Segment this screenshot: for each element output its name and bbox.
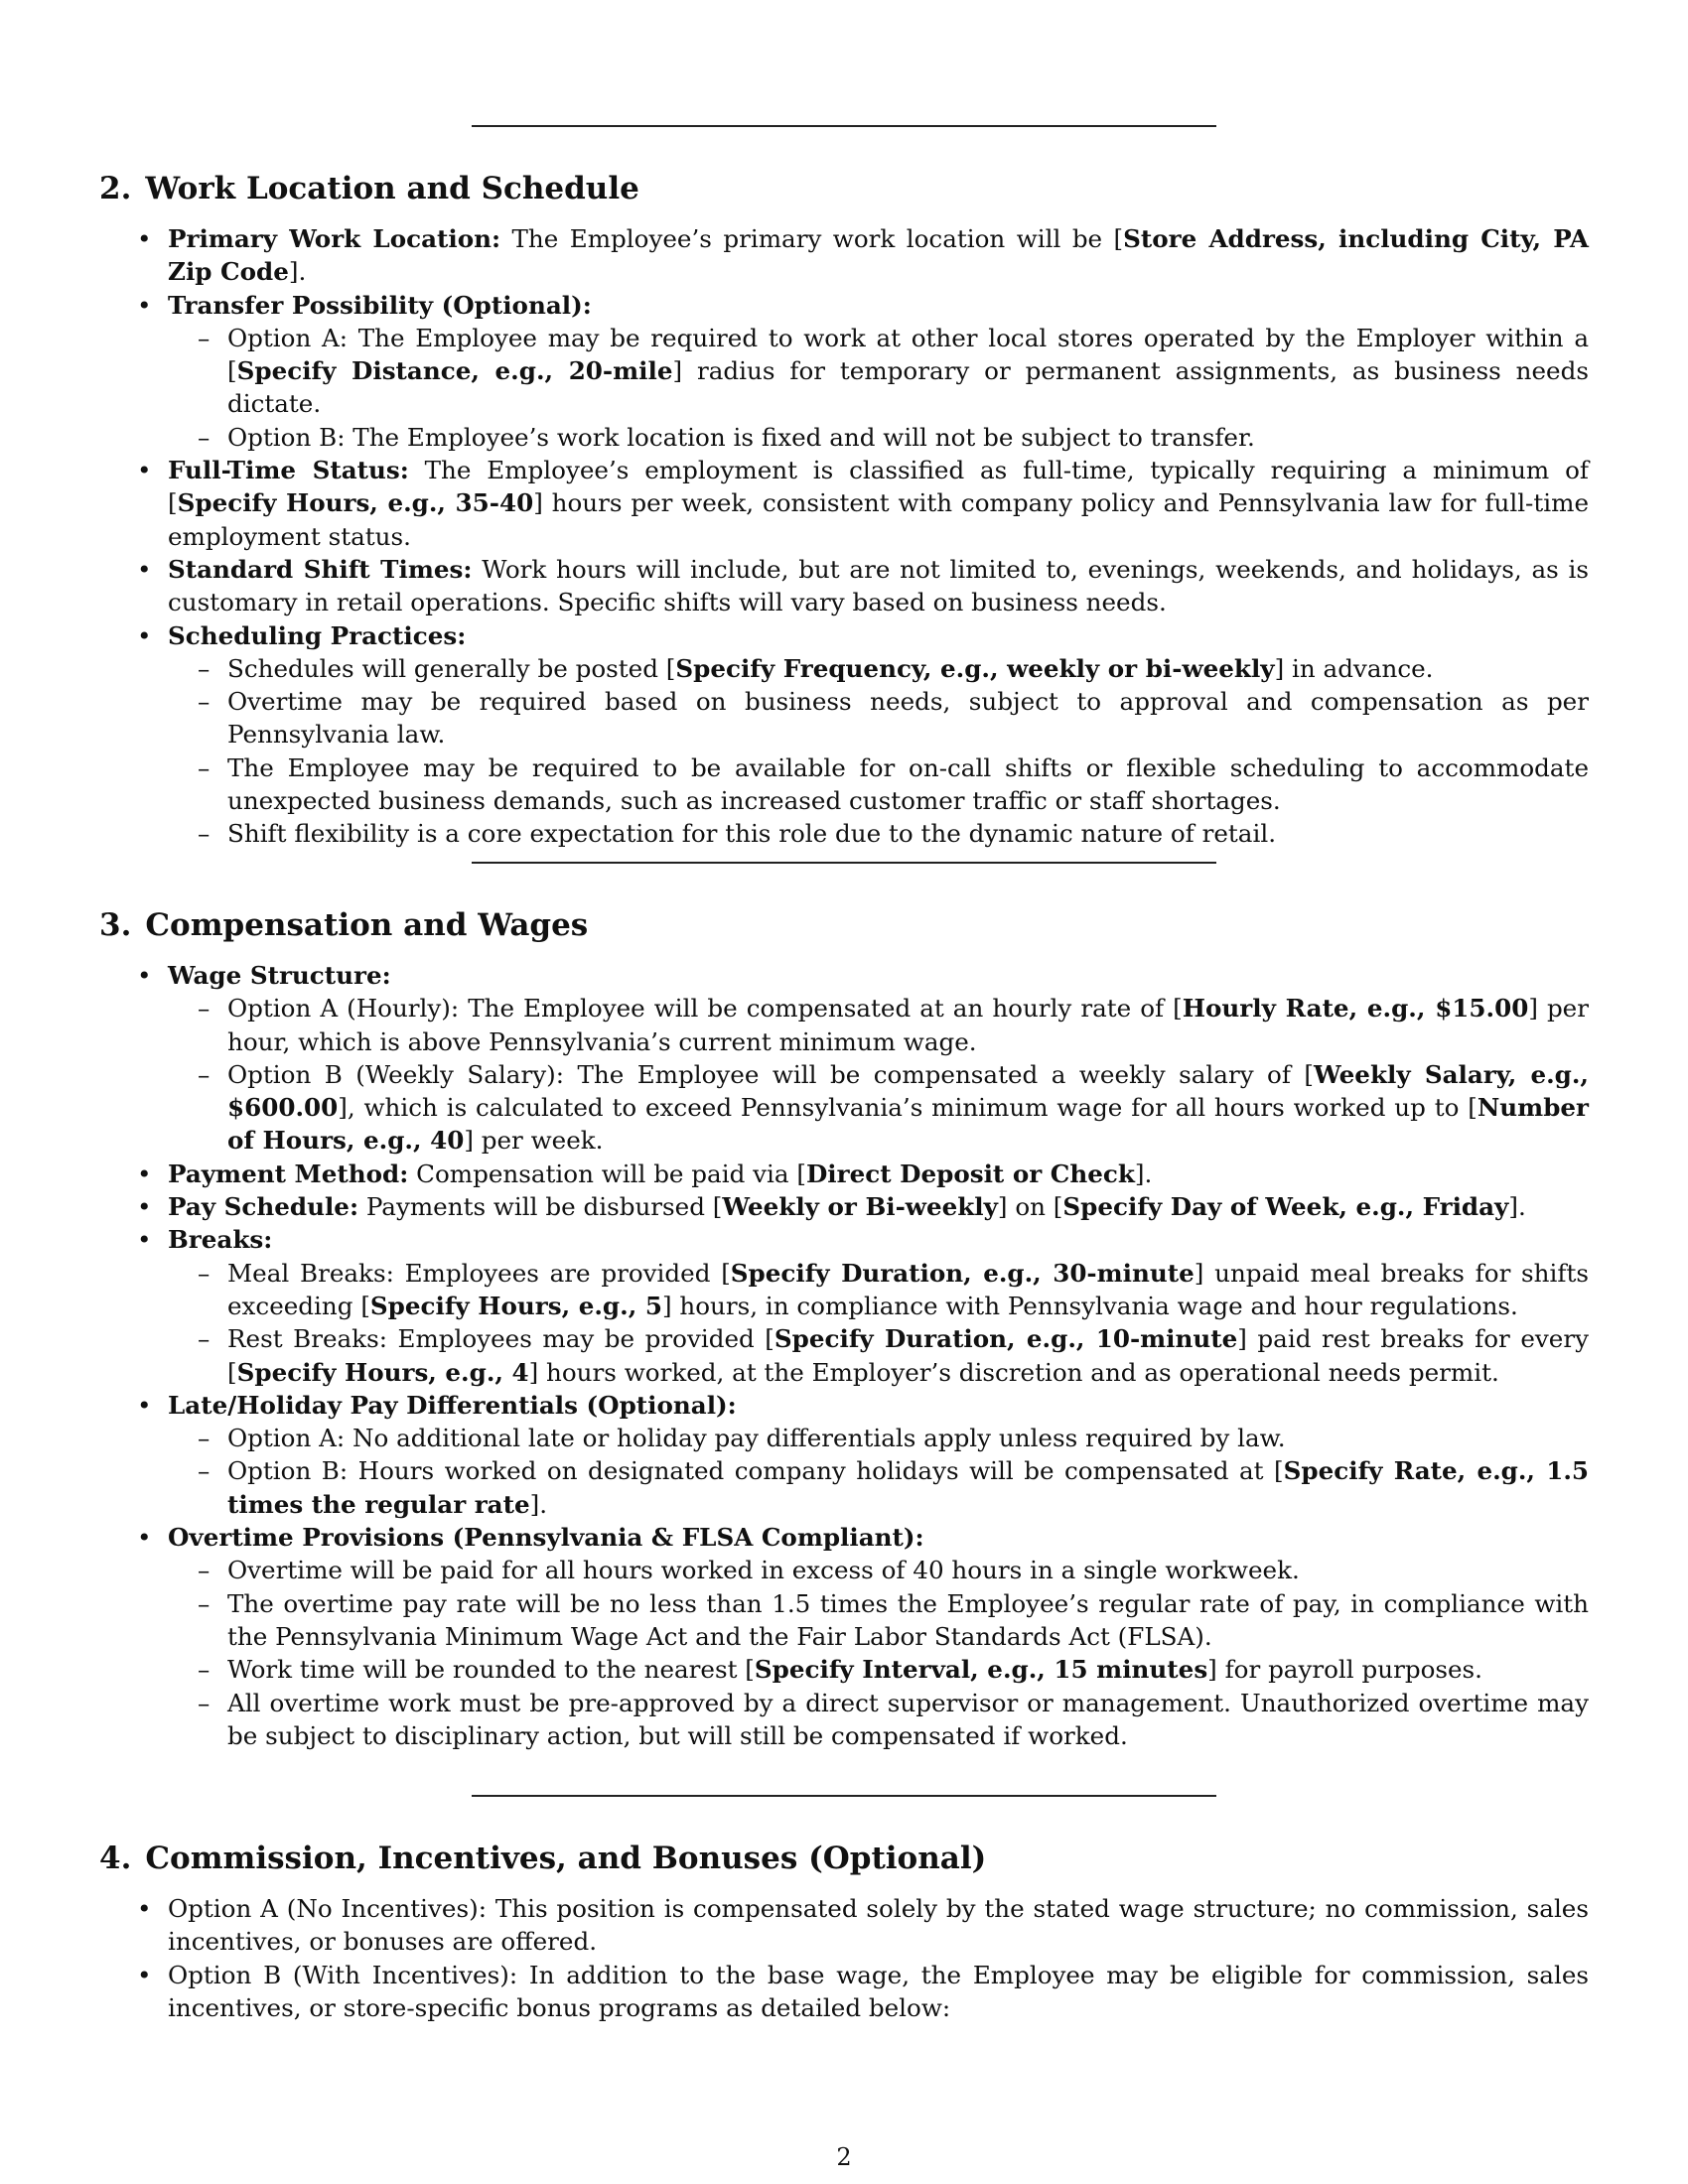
sub-list [168,992,1589,1157]
list-item-payment-method: • Payment Method: Compensation will be paid via [Direct Deposit or Check]. [99,1158,1589,1190]
bullet-list [99,222,1589,851]
sub-item: – Option A: No additional late or holiday pay differentials apply unless required by law. [168,1422,1589,1454]
sub-list [168,1257,1589,1389]
sub-item: – Option A (Hourly): The Employee will be compensated at an hourly rate of [Hourly Rate, e.g., $15.00] per hour, which is above Pennsylvania’s current minimum wage. [168,992,1589,1058]
list-item-primary-location: • Primary Work Location: The Employee’s primary work location will be [Store Address, including City, PA Zip Code]. [99,222,1589,289]
sub-item: – Option B (Weekly Salary): The Employee will be compensated a weekly salary of [Weekly Salary, e.g., $600.00], which is calculated to exceed Pennsylvania’s minimum wage for all hours worked up to [Number of Hours, e.g., 40] per week. [168,1058,1589,1158]
list-item-differentials: • Late/Holiday Pay Differentials (Optional): – Option A: No additional late or holiday pay differentials apply unless required by law. – Option B: Hours worked on designated company holidays will be compensated at [Specify Rate, e.g., 1.5 times the regular rate]. [99,1389,1589,1521]
section-divider [472,862,1216,864]
bullet-list [99,959,1589,1752]
page-number: 2 [836,2143,852,2171]
sub-item: – Schedules will generally be posted [Specify Frequency, e.g., weekly or bi-weekly] in advance. [168,652,1589,685]
sub-list [168,1422,1589,1521]
sub-item: – The overtime pay rate will be no less than 1.5 times the Employee’s regular rate of pay, in compliance with the Pennsylvania Minimum Wage Act and the Fair Labor Standards Act (FLSA). [168,1587,1589,1654]
list-item-shift-times: • Standard Shift Times: Work hours will include, but are not limited to, evenings, weekends, and holidays, as is customary in retail operations. Specific shifts will vary based on business needs. [99,553,1589,619]
list-item-full-time: • Full-Time Status: The Employee’s employment is classified as full-time, typically requiring a minimum of [Specify Hours, e.g., 35-40] hours per week, consistent with company policy and Pennsylvania law for full-time employment status. [99,454,1589,553]
bullet-list [99,1892,1589,2024]
section-divider [472,125,1216,127]
sub-item: – Option A: The Employee may be required to work at other local stores operated by the Employer within a [Specify Distance, e.g., 20-mile] radius for temporary or permanent assignments, as business needs dictate. [168,322,1589,421]
sub-item: – Option B: The Employee’s work location is fixed and will not be subject to transfer. [168,421,1589,454]
sub-list [168,322,1589,454]
sub-item: – Rest Breaks: Employees may be provided [Specify Duration, e.g., 10-minute] paid rest breaks for every [Specify Hours, e.g., 4] hours worked, at the Employer’s discretion and as operational needs permit. [168,1322,1589,1389]
list-item-wage-structure: • Wage Structure: – Option A (Hourly): The Employee will be compensated at an hourly rate of [Hourly Rate, e.g., $15.00] per hour, which is above Pennsylvania’s current minimum wage. – Option B (Weekly Salary): The Employee will be compensated a weekly salary of [Weekly Salary, e.g., $600.00], which is calculated to exceed Pennsylvania’s minimum wage for all hours worked up to [Number of Hours, e.g., 40] per week. [99,959,1589,1158]
list-item-option-a: • Option A (No Incentives): This position is compensated solely by the stated wage structure; no commission, sales incentives, or bonuses are offered. [99,1892,1589,1959]
list-item-option-b: • Option B (With Incentives): In addition to the base wage, the Employee may be eligible for commission, sales incentives, or store-specific bonus programs as detailed below: [99,1959,1589,2025]
list-item-transfer: • Transfer Possibility (Optional): – Option A: The Employee may be required to work at other local stores operated by the Employer within a [Specify Distance, e.g., 20-mile] radius for temporary or permanent assignments, as business needs dictate. – Option B: The Employee’s work location is fixed and will not be subject to transfer. [99,289,1589,454]
section-heading: 3. Compensation and Wages [99,907,589,943]
sub-item: – Option B: Hours worked on designated company holidays will be compensated at [Specify Rate, e.g., 1.5 times the regular rate]. [168,1454,1589,1521]
section-work-location [99,169,1589,851]
sub-item: – Overtime will be paid for all hours worked in excess of 40 hours in a single workweek. [168,1554,1589,1586]
section-heading: 2. Work Location and Schedule [99,171,639,206]
list-item-pay-schedule: • Pay Schedule: Payments will be disbursed [Weekly or Bi-weekly] on [Specify Day of Week, e.g., Friday]. [99,1190,1589,1223]
section-heading: 4. Commission, Incentives, and Bonuses (Optional) [99,1841,987,1876]
sub-list [168,652,1589,851]
list-item-overtime: • Overtime Provisions (Pennsylvania & FLSA Compliant): – Overtime will be paid for all hours worked in excess of 40 hours in a single workweek. – The overtime pay rate will be no less than 1.5 times the Employee’s regular rate of pay, in compliance with the Pennsylvania Minimum Wage Act and the Fair Labor Standards Act (FLSA). – Work time will be rounded to the nearest [Specify Interval, e.g., 15 minutes] for payroll purposes. – All overtime work must be pre-approved by a direct supervisor or management. Unauthorized overtime may be subject to disciplinary action, but will still be compensated if worked. [99,1521,1589,1752]
section-commission [99,1839,1589,2024]
sub-item: – Work time will be rounded to the nearest [Specify Interval, e.g., 15 minutes] for payroll purposes. [168,1653,1589,1686]
list-item-scheduling: • Scheduling Practices: – Schedules will generally be posted [Specify Frequency, e.g., weekly or bi-weekly] in advance. – Overtime may be required based on business needs, subject to approval and compensation as per Pennsylvania law. – The Employee may be required to be available for on-call shifts or flexible scheduling to accommodate unexpected business demands, such as increased customer traffic or staff shortages. – Shift flexibility is a core expectation for this role due to the dynamic nature of retail. [99,619,1589,851]
sub-item: – The Employee may be required to be available for on-call shifts or flexible scheduling to accommodate unexpected business demands, such as increased customer traffic or staff shortages. [168,751,1589,818]
sub-item: – Overtime may be required based on business needs, subject to approval and compensation as per Pennsylvania law. [168,685,1589,751]
section-compensation [99,905,1589,1752]
sub-list [168,1554,1589,1752]
sub-item: – Shift flexibility is a core expectation for this role due to the dynamic nature of retail. [168,817,1589,850]
sub-item: – Meal Breaks: Employees are provided [Specify Duration, e.g., 30-minute] unpaid meal breaks for shifts exceeding [Specify Hours, e.g., 5] hours, in compliance with Pennsylvania wage and hour regulations. [168,1257,1589,1323]
list-item-breaks: • Breaks: – Meal Breaks: Employees are provided [Specify Duration, e.g., 30-minute] unpaid meal breaks for shifts exceeding [Specify Hours, e.g., 5] hours, in compliance with Pennsylvania wage and hour regulations. – Rest Breaks: Employees may be provided [Specify Duration, e.g., 10-minute] paid rest breaks for every [Specify Hours, e.g., 4] hours worked, at the Employer’s discretion and as operational needs permit. [99,1223,1589,1388]
section-divider [472,1795,1216,1797]
sub-item: – All overtime work must be pre-approved by a direct supervisor or management. Unauthorized overtime may be subject to disciplinary action, but will still be compensated if worked. [168,1687,1589,1753]
